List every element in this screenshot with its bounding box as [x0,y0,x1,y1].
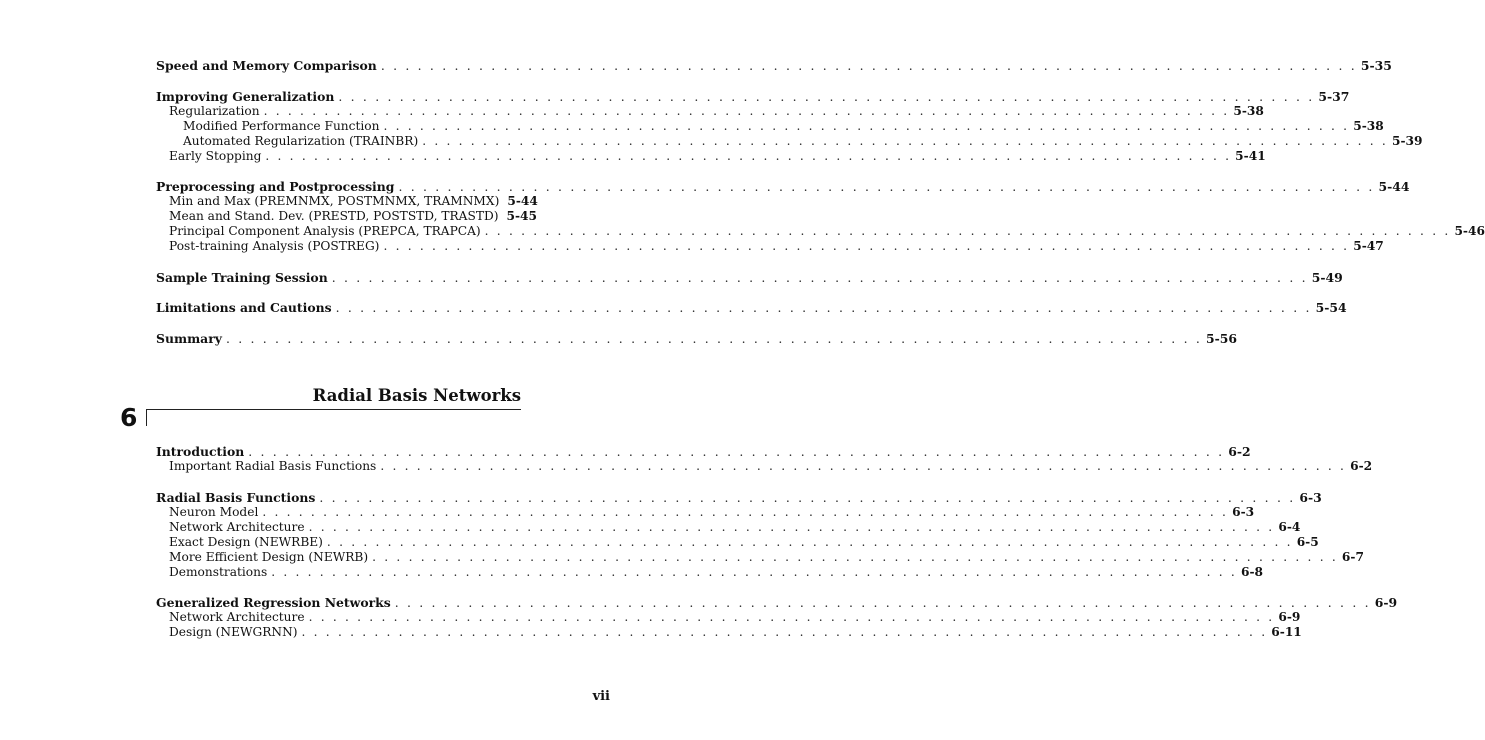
toc-gap [156,164,522,180]
toc-leader-dots: . . . . . . . . . . . . . . . . . . . . . . . . . . . . . . . . . . . . . . . . . . . . . . . . . . . . . . . . . . . . . . . . . . . . . . . . . . . . . . . . [301,625,1268,639]
toc-gap [156,580,522,596]
toc-entry-title: Regularization [169,103,260,118]
toc-section-entry[interactable] [156,300,1347,315]
toc-entry-title: Modified Performance Function [183,118,380,133]
toc-entry-title: Generalized Regression Networks [156,595,391,610]
toc-subsection-entry[interactable] [156,118,1384,134]
toc-section-entry[interactable] [156,595,1398,610]
toc-entry-page: 6-9 [1278,610,1301,624]
toc-entry-page: 6-9 [1374,595,1398,610]
toc-section-entry[interactable] [156,58,1392,73]
toc-leader-dots: . . . . . . . . . . . . . . . . . . . . . . . . . . . . . . . . . . . . . . . . . . . . . . . . . . . . . . . . . . . . . . . . . . . . . . . . . . . . . . . . [263,103,1230,118]
toc-entry-page: 5-46 [1454,224,1485,238]
toc-gap [156,315,522,331]
toc-entry-page: 6-11 [1271,625,1302,639]
toc-entry-page: 6-8 [1241,564,1264,579]
toc-entry-title: Speed and Memory Comparison [156,58,377,73]
toc-entry-page: 6-7 [1341,549,1364,564]
toc-gap [156,254,522,270]
toc-entry-title: Demonstrations [169,564,268,579]
toc-subsection-entry[interactable] [156,519,1301,535]
chapter-rule [146,409,521,410]
toc-subsection-entry[interactable] [156,549,1364,565]
toc-subsection-entry[interactable] [156,625,1302,640]
toc-leader-dots: . . . . . . . . . . . . . . . . . . . . . . . . . . . . . . . . . . . . . . . . . . . . . . . . . . . . . . . . . . . . . . . . . . . . . . . . . . . . . . . . [225,330,1202,346]
toc-leader-dots: . . . . . . . . . . . . . . . . . . . . . . . . . . . . . . . . . . . . . . . . . . . . . . . . . . . . . . . . . . . . . . . . . . . . . . . . . . . . . . . . [326,534,1293,549]
toc-subsection-entry[interactable] [156,103,1264,119]
toc-entry-title: Network Architecture [169,519,305,534]
toc-entry-title: Preprocessing and Postprocessing [156,179,395,194]
toc-leader-dots: . . . . . . . . . . . . . . . . . . . . . . . . . . . . . . . . . . . . . . . . . . . . . . . . . . . . . . . . . . . . . . . . . . . . . . . . . . . . . . . . [308,610,1275,624]
toc-entry-title: Summary [156,330,222,346]
toc-subsection-entry[interactable] [156,209,537,224]
toc-entry-title: More Efficient Design (NEWRB) [169,549,369,564]
toc-subsection-entry[interactable] [156,564,1264,580]
toc-entry-page: 6-2 [1350,459,1373,473]
toc-section-entry[interactable] [156,489,1322,505]
toc-leader-dots: . . . . . . . . . . . . . . . . . . . . . . . . . . . . . . . . . . . . . . . . . . . . . . . . . . . . . . . . . . . . . . . . . . . . . . . . . . . . . . . . [398,179,1375,194]
toc-entry-title: Improving Generalization [156,88,335,104]
toc-subsection-entry[interactable] [156,610,1301,625]
toc-leader-dots: . . . . . . . . . . . . . . . . . . . . . . . . . . . . . . . . . . . . . . . . . . . . . . . . . . . . . . . . . . . . . . . . . . . . . . . . . . . . . . . . [331,269,1308,285]
toc-entry-title: Sample Training Session [156,269,328,285]
toc-entry-title: Min and Max (PREMNMX, POSTMNMX, TRAMNMX) [169,194,500,208]
toc-entry-title: Early Stopping [169,148,262,163]
toc-gap [156,474,522,490]
page-folio: vii [592,689,610,704]
toc-entry-page: 6-5 [1296,534,1319,549]
toc-subsection-entry[interactable] [156,224,1485,239]
toc-subsection-entry[interactable] [156,534,1319,550]
toc-entry-page: 5-56 [1205,330,1237,346]
toc-entry-page: 5-41 [1235,148,1266,163]
toc-subsection-entry[interactable] [156,148,1266,164]
toc-section-entry[interactable] [156,88,1350,104]
toc-entry-page: 5-44 [1378,179,1410,194]
toc-entry-title: Important Radial Basis Functions [169,459,377,473]
toc-section-entry[interactable] [156,444,1251,459]
toc-entry-page: 5-44 [507,194,538,208]
toc-leader-dots: . . . . . . . . . . . . . . . . . . . . . . . . . . . . . . . . . . . . . . . . . . . . . . . . . . . . . . . . . . . . . . . . . . . . . . . . . . . . . . . . [383,239,1350,253]
toc-subsection-entry[interactable] [156,194,538,209]
toc-entry-title: Neuron Model [169,504,259,519]
toc-gap [156,73,522,89]
toc-entry-title: Automated Regularization (TRAINBR) [183,133,419,148]
toc-entry-page: 6-3 [1299,489,1322,505]
toc-entry-page: 6-2 [1228,444,1251,459]
toc-leader-dots: . . . . . . . . . . . . . . . . . . . . . . . . . . . . . . . . . . . . . . . . . . . . . . . . . . . . . . . . . . . . . . . . . . . . . . . . . . . . . . . . [372,549,1338,564]
toc-entry-page: 5-49 [1311,269,1343,285]
toc-entry-title: Principal Component Analysis (PREPCA, TRAPCA) [169,224,481,238]
toc-leader-dots: . . . . . . . . . . . . . . . . . . . . . . . . . . . . . . . . . . . . . . . . . . . . . . . . . . . . . . . . . . . . . . . . . . . . . . . . . . . . . . . . [380,58,1357,73]
chapter-number: 6 [120,403,138,432]
toc-leader-dots: . . . . . . . . . . . . . . . . . . . . . . . . . . . . . . . . . . . . . . . . . . . . . . . . . . . . . . . . . . . . . . . . . . . . . . . . . . . . . . . . [271,564,1237,579]
toc-entry-page: 5-35 [1360,58,1392,73]
toc-entry-title: Radial Basis Functions [156,489,316,505]
toc-subsection-entry[interactable] [156,459,1373,474]
toc-entry-title: Limitations and Cautions [156,300,332,315]
toc-entry-page: 6-4 [1278,519,1301,534]
toc-entry-title: Introduction [156,444,245,459]
toc-subsection-entry[interactable] [156,239,1384,254]
toc-entry-title: Post-training Analysis (POSTREG) [169,239,380,253]
toc-leader-dots: . . . . . . . . . . . . . . . . . . . . . . . . . . . . . . . . . . . . . . . . . . . . . . . . . . . . . . . . . . . . . . . . . . . . . . . . . . . . . . . . [265,148,1232,163]
toc-entry-page: 5-38 [1233,103,1264,118]
toc-leader-dots: . . . . . . . . . . . . . . . . . . . . . . . . . . . . . . . . . . . . . . . . . . . . . . . . . . . . . . . . . . . . . . . . . . . . . . . . . . . . . . . . [319,489,1296,505]
toc-entry-page: 5-38 [1353,118,1384,133]
toc-section-chapter-5 [156,58,1485,346]
toc-entry-page: 5-39 [1391,133,1423,148]
toc-leader-dots: . . . . . . . . . . . . . . . . . . . . . . . . . . . . . . . . . . . . . . . . . . . . . . . . . . . . . . . . . . . . . . . . . . . . . . . . . . . . . . . . [335,300,1312,315]
toc-entry-title: Exact Design (NEWRBE) [169,534,323,549]
toc-subsection-entry[interactable] [156,504,1255,520]
toc-leader-dots: . . . . . . . . . . . . . . . . . . . . . . . . . . . . . . . . . . . . . . . . . . . . . . . . . . . . . . . . . . . . . . . . . . . . . . . . . . . . . . . . [248,444,1225,459]
toc-entry-page: 5-47 [1353,239,1384,253]
toc-leader-dots: . . . . . . . . . . . . . . . . . . . . . . . . . . . . . . . . . . . . . . . . . . . . . . . . . . . . . . . . . . . . . . . . . . . . . . . . . . . . . . . . [262,504,1229,519]
toc-entry-page: 5-54 [1315,300,1347,315]
toc-entry-page: 5-37 [1318,88,1350,104]
toc-section-entry[interactable] [156,179,1410,194]
toc-entry-page: 5-45 [506,209,537,223]
toc-leader-dots: . . . . . . . . . . . . . . . . . . . . . . . . . . . . . . . . . . . . . . . . . . . . . . . . . . . . . . . . . . . . . . . . . . . . . . . . . . . . . . . . [383,118,1350,133]
chapter-title: Radial Basis Networks [312,386,521,405]
toc-entry-title: Network Architecture [169,610,305,624]
toc-leader-dots: . . . . . . . . . . . . . . . . . . . . . . . . . . . . . . . . . . . . . . . . . . . . . . . . . . . . . . . . . . . . . . . . . . . . . . . . . . . . . . . . [394,595,1371,610]
toc-gap [156,285,522,301]
toc-leader-dots: . . . . . . . . . . . . . . . . . . . . . . . . . . . . . . . . . . . . . . . . . . . . . . . . . . . . . . . . . . . . . . . . . . . . . . . . . . . . . . . . [338,88,1315,104]
toc-leader-dots: . . . . . . . . . . . . . . . . . . . . . . . . . . . . . . . . . . . . . . . . . . . . . . . . . . . . . . . . . . . . . . . . . . . . . . . . . . . . . . . . [308,519,1275,534]
toc-leader-dots: . . . . . . . . . . . . . . . . . . . . . . . . . . . . . . . . . . . . . . . . . . . . . . . . . . . . . . . . . . . . . . . . . . . . . . . . . . . . . . . . [484,224,1451,238]
toc-subsection-entry[interactable] [156,133,1423,149]
toc-leader-dots: . . . . . . . . . . . . . . . . . . . . . . . . . . . . . . . . . . . . . . . . . . . . . . . . . . . . . . . . . . . . . . . . . . . . . . . . . . . . . . . . [422,133,1388,148]
toc-entry-title: Mean and Stand. Dev. (PRESTD, POSTSTD, TRASTD) [169,209,499,223]
chapter-rule-tick [146,409,147,426]
toc-section-entry[interactable] [156,330,1237,346]
toc-section-entry[interactable] [156,269,1343,285]
toc-entry-title: Design (NEWGRNN) [169,625,298,639]
toc-entry-page: 6-3 [1232,504,1255,519]
toc-section-chapter-6 [156,444,1398,640]
toc-leader-dots: . . . . . . . . . . . . . . . . . . . . . . . . . . . . . . . . . . . . . . . . . . . . . . . . . . . . . . . . . . . . . . . . . . . . . . . . . . . . . . . . [380,459,1347,473]
